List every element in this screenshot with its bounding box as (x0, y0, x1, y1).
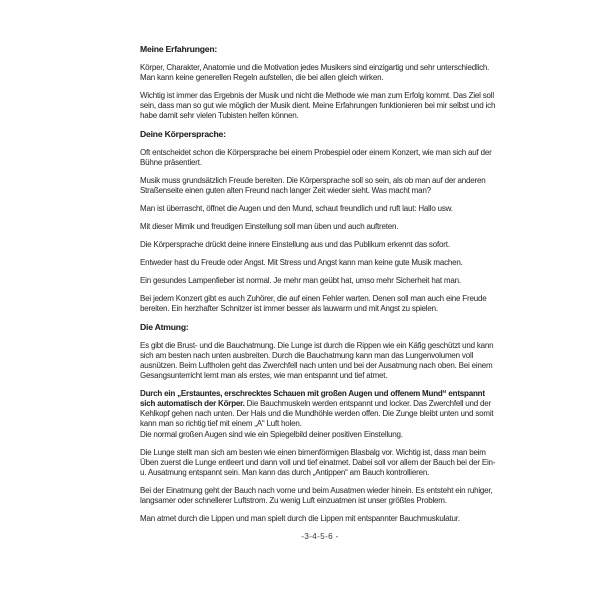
paragraph-rest: Die Bauchmuskeln werden entspannt und locker. Das Zwerchfell und der Kehlkopf gehen nach unten. Der Hals und die Mundhöhle werden offen. Die Zunge bleibt unten und somit kann man so richtig tief mit einem „A“ Luft holen. (140, 399, 494, 428)
section-heading-koerpersprache: Deine Körpersprache: (140, 129, 226, 139)
paragraph: Es gibt die Brust- und die Bauchatmung. Die Lunge ist durch die Rippen wie ein Käfig geschützt und kann sich am besten nach unten ausbreiten. Durch die Bauchatmung kann man das Lungenvolumen voll ausnützen. Beim Luftholen geht das Zwerchfell nach unten und bei der Ausatmung nach oben. Bei einem Gesangsunterricht lernt man als erstes, wie man entspannt und tief atmet. (140, 341, 494, 380)
paragraph: Bei der Einatmung geht der Bauch nach vorne und beim Ausatmen wieder hinein. Es entsteht ein ruhiger, langsamer oder schnellerer Luftstrom. Zu wenig Luft einzuatmen ist unser größtes Problem. (140, 486, 493, 505)
document-content (140, 44, 500, 542)
page-number: -3-4-5-6 - (301, 532, 339, 541)
paragraph: Die Lunge stellt man sich am besten wie einen birnenförmigen Blasbalg vor. Wichtig ist, dass man beim Üben zuerst die Lunge entleert und dann voll und tief einatmet. Dabei soll vor allem der Bauch bei der Ein-u. Ausatmung entspannt sein. Man kann das durch „Antippen“ am Bauch kontrollieren. (140, 448, 496, 477)
paragraph-bold-lead: Durch ein „Erstauntes, erschrecktes Schauen mit großen Augen und offenem Mund“ entspannt sich automatisch der Körper. (140, 389, 485, 408)
paragraph: Die Körpersprache drückt deine innere Einstellung aus und das Publikum erkennt das sofort. (140, 240, 450, 249)
paragraph: Oft entscheidet schon die Körpersprache bei einem Probespiel oder einem Konzert, wie man sich auf der Bühne präsentiert. (140, 148, 492, 167)
paragraph: Man atmet durch die Lippen und man spielt durch die Lippen mit entspannter Bauchmuskulatur. (140, 514, 460, 523)
paragraph: Die normal großen Augen sind wie ein Spiegelbild deiner positiven Einstellung. (140, 430, 403, 439)
section-heading-meine-erfahrungen: Meine Erfahrungen: (140, 44, 218, 54)
paragraph: Mit dieser Mimik und freudigen Einstellung soll man üben und auch auftreten. (140, 222, 399, 231)
paragraph-with-bold-lead (140, 389, 500, 429)
paragraph: Musik muss grundsätzlich Freude bereiten. Die Körpersprache soll so sein, als ob man auf der anderen Straßenseite einen guten alten Freund nach langer Zeit wieder sieht. Was macht man? (140, 176, 486, 195)
paragraph: Wichtig ist immer das Ergebnis der Musik und nicht die Methode wie man zum Erfolg kommt. Das Ziel soll sein, dass man so gut wie möglich der Musik dient. Meine Erfahrungen funktionieren bei mir selbst und ich habe damit sehr vielen Tubisten helfen können. (140, 91, 496, 120)
paragraph: Ein gesundes Lampenfieber ist normal. Je mehr man geübt hat, umso mehr Sicherheit hat man. (140, 276, 461, 285)
section-heading-atmung: Die Atmung: (140, 322, 189, 332)
paragraph: Bei jedem Konzert gibt es auch Zuhörer, die auf einen Fehler warten. Denen soll man auch eine Freude bereiten. Ein herzhafter Schnitzer ist immer besser als lauwarm und mit Angst zu spielen. (140, 294, 487, 313)
paragraph: Körper, Charakter, Anatomie und die Motivation jedes Musikers sind einzigartig und sehr unterschiedlich. Man kann keine generellen Regeln aufstellen, die bei allen gleich wirken. (140, 63, 490, 82)
paragraph: Entweder hast du Freude oder Angst. Mit Stress und Angst kann man keine gute Musik machen. (140, 258, 463, 267)
paragraph: Man ist überrascht, öffnet die Augen und den Mund, schaut freundlich und ruft laut: Hallo usw. (140, 204, 453, 213)
